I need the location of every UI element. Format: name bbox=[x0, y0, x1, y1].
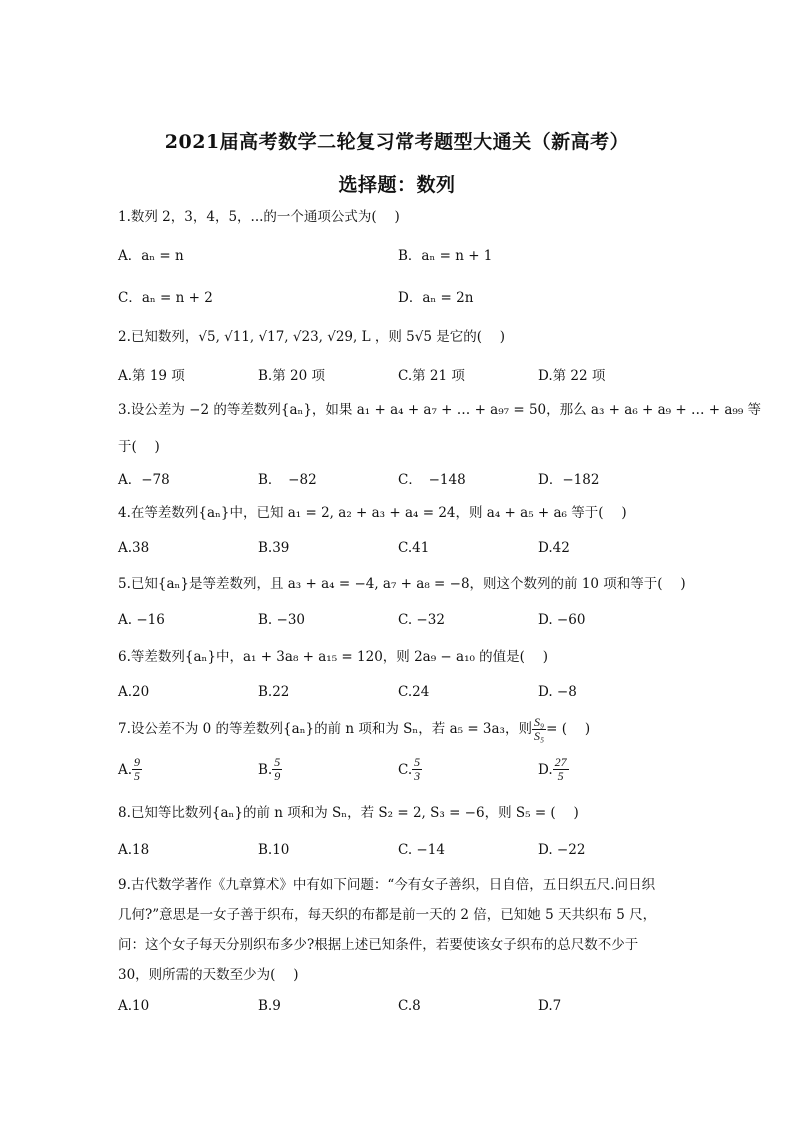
q1-option-a: A．aₙ = n bbox=[118, 248, 184, 264]
question-7-text-main: 7.设公差不为 0 的等差数列{aₙ}的前 n 项和为 Sₙ，若 a₅ = 3a₃，则 bbox=[118, 721, 532, 737]
question-9-options bbox=[118, 998, 678, 1020]
q2-option-a: A.第 19 项 bbox=[118, 368, 185, 384]
question-3-text-line1: 3.设公差为 −2 的等差数列{aₙ}，如果 a₁ + a₄ + a₇ + … + a₉₇ = 50，那么 a₃ + a₆ + a₉ + … + a₉₉ 等 bbox=[118, 402, 762, 418]
question-3-text-line2: 于( ) bbox=[118, 439, 160, 455]
q3-option-d: D．−182 bbox=[538, 472, 600, 488]
q6-option-c: C.24 bbox=[398, 684, 430, 700]
q1-option-b: B．aₙ = n + 1 bbox=[398, 248, 493, 264]
q1-option-c: C．aₙ = n + 2 bbox=[118, 290, 213, 306]
question-7-text bbox=[118, 714, 678, 744]
q5-option-b: B. −30 bbox=[258, 612, 305, 628]
q9-option-d: D.7 bbox=[538, 998, 562, 1014]
fraction-denominator: 5 bbox=[134, 769, 141, 783]
q3-option-a: A．−78 bbox=[118, 472, 170, 488]
q8-option-b: B.10 bbox=[258, 842, 290, 858]
q9-option-b: B.9 bbox=[258, 998, 281, 1014]
question-1-options-row1 bbox=[118, 244, 678, 266]
option-fraction bbox=[412, 756, 422, 783]
question-4-options bbox=[118, 540, 678, 562]
fraction-denominator: 5 bbox=[557, 769, 564, 783]
q8-option-a: A.18 bbox=[118, 842, 150, 858]
q7-option-b bbox=[258, 756, 282, 783]
question-1-options-row2 bbox=[118, 286, 678, 308]
question-1-text: 1.数列 2，3，4，5，...的一个通项公式为( ) bbox=[118, 209, 400, 225]
question-7-text-tail: = ( ) bbox=[546, 721, 591, 737]
fraction-numerator: 5 bbox=[274, 755, 281, 769]
question-6-options bbox=[118, 684, 678, 706]
question-5-options bbox=[118, 612, 678, 634]
q4-option-b: B.39 bbox=[258, 540, 290, 556]
option-fraction bbox=[553, 756, 569, 783]
q7-option-d bbox=[538, 756, 569, 783]
q5-option-a: A. −16 bbox=[118, 612, 165, 628]
fraction-numerator: 9 bbox=[134, 755, 141, 769]
question-7-fraction bbox=[532, 716, 546, 743]
q2-option-c: C.第 21 项 bbox=[398, 368, 465, 384]
fraction-denominator: S₅ bbox=[533, 728, 545, 743]
fraction-denominator: 3 bbox=[414, 769, 421, 783]
q7-option-c bbox=[398, 756, 422, 783]
option-prefix: D. bbox=[538, 761, 553, 778]
question-9-text-line1: 9.古代数学著作《九章算术》中有如下问题：“今有女子善织，日自倍，五日织五尺.问日织 bbox=[118, 877, 656, 893]
q9-option-c: C.8 bbox=[398, 998, 421, 1014]
question-3-options bbox=[118, 468, 678, 490]
question-2-options bbox=[118, 364, 678, 386]
option-prefix: A. bbox=[118, 761, 133, 778]
q5-option-d: D. −60 bbox=[538, 612, 586, 628]
question-4-text: 4.在等差数列{aₙ}中，已知 a₁ = 2, a₂ + a₃ + a₄ = 24，则 a₄ + a₅ + a₆ 等于( ) bbox=[118, 505, 627, 521]
q4-option-a: A.38 bbox=[118, 540, 150, 556]
fraction-numerator: S₉ bbox=[533, 714, 545, 729]
q1-option-d: D．aₙ = 2n bbox=[398, 290, 474, 306]
option-fraction bbox=[272, 756, 282, 783]
q9-option-a: A.10 bbox=[118, 998, 150, 1014]
q2-option-d: D.第 22 项 bbox=[538, 368, 606, 384]
question-9-text-line2: 几何?”意思是一女子善于织布，每天织的布都是前一天的 2 倍，已知她 5 天共织布 5 尺， bbox=[118, 907, 657, 923]
q8-option-c: C. −14 bbox=[398, 842, 445, 858]
q3-option-c: C． −148 bbox=[398, 472, 466, 488]
q5-option-c: C. −32 bbox=[398, 612, 445, 628]
question-7-options bbox=[118, 756, 678, 790]
q6-option-d: D. −8 bbox=[538, 684, 577, 700]
option-prefix: B. bbox=[258, 761, 273, 778]
page-title: 2021届高考数学二轮复习常考题型大通关（新高考） bbox=[164, 131, 630, 153]
question-8-options bbox=[118, 842, 678, 864]
q7-option-a bbox=[118, 756, 142, 783]
fraction-denominator: 9 bbox=[274, 769, 281, 783]
fraction-numerator: 27 bbox=[554, 755, 567, 769]
question-6-text: 6.等差数列{aₙ}中，a₁ + 3a₈ + a₁₅ = 120，则 2a₉ − a₁₀ 的值是( ) bbox=[118, 649, 549, 665]
option-prefix: C. bbox=[398, 761, 413, 778]
question-5-text: 5.已知{aₙ}是等差数列，且 a₃ + a₄ = −4, a₇ + a₈ = −8，则这个数列的前 10 项和等于( ) bbox=[118, 576, 686, 592]
q6-option-a: A.20 bbox=[118, 684, 150, 700]
question-9-text-line4: 30，则所需的天数至少为( ) bbox=[118, 967, 299, 983]
page-subtitle: 选择题：数列 bbox=[338, 174, 456, 196]
question-8-text: 8.已知等比数列{aₙ}的前 n 项和为 Sₙ，若 S₂ = 2, S₃ = −6，则 S₅ = ( ) bbox=[118, 805, 579, 821]
q4-option-d: D.42 bbox=[538, 540, 570, 556]
question-2-text: 2.已知数列，√5, √11, √17, √23, √29, L ，则 5√5 是它的( ) bbox=[118, 329, 506, 345]
q4-option-c: C.41 bbox=[398, 540, 430, 556]
q2-option-b: B.第 20 项 bbox=[258, 368, 325, 384]
option-fraction bbox=[132, 756, 142, 783]
q8-option-d: D. −22 bbox=[538, 842, 586, 858]
q3-option-b: B． −82 bbox=[258, 472, 317, 488]
q6-option-b: B.22 bbox=[258, 684, 290, 700]
fraction-numerator: 5 bbox=[414, 755, 421, 769]
question-9-text-line3: 问：这个女子每天分别织布多少?根据上述已知条件，若要使该女子织布的总尺数不少于 bbox=[118, 937, 639, 953]
